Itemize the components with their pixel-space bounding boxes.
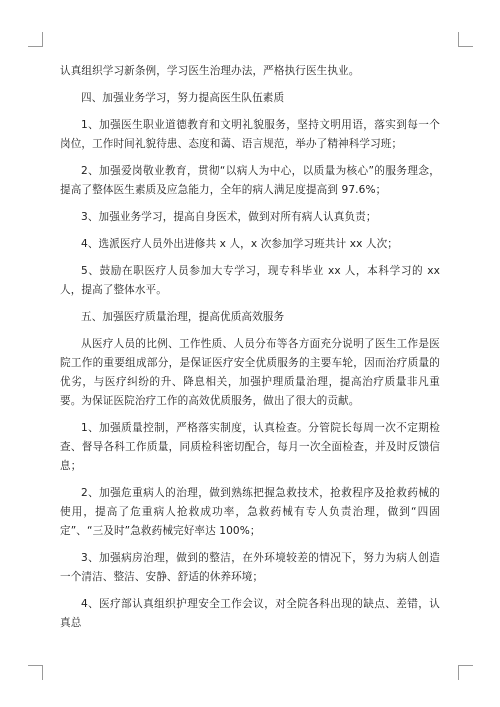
section-heading-4: 四、加强业务学习，努力提高医生队伍素质: [81, 92, 285, 104]
paragraph-item: 4、医疗部认真组织护理安全工作会议，对全院各科出现的缺点、差错，认真总: [60, 598, 440, 629]
paragraph-item: 4、选派医疗人员外出进修共 x 人，x 次参加学习班共计 xx 人次；: [81, 238, 398, 250]
crop-mark-bottom-right: [458, 665, 473, 680]
paragraph-item: 1、加强质量控制，严格落实制度，认真检查。分管院长每周一次不定期检查、督导各科工作质量，同质检科密切配合，每月一次全面检查，并及时反馈信息；: [60, 422, 440, 472]
paragraph-item: 1、加强医生职业道德教育和文明礼貌服务，坚持文明用语，落实到每一个岗位，工作时间礼貌待患、态度和蔼、语言规范，举办了精神科学习班；: [60, 119, 440, 150]
paragraph-item: 2、加强危重病人的治理，做到熟练把握急救技术，抢救程序及抢救药械的使用，提高了危重病人抢救成功率，急救药械有专人负责治理，做到“四固定”、“三及时”急救药械完好率达 100%；: [60, 487, 440, 537]
paragraph-body: 从医疗人员的比例、工作性质、人员分布等各方面充分说明了医生工作是医院工作的重要组成部分，是保证医疗安全优质服务的主要车轮，因而治疗质量的优劣，与医疗纠纷的升、降息相关，加强护理质量治理，提高治疗质量非凡重要。为保证医院治疗工作的高效优质服务，做出了很大的贡献。: [60, 338, 440, 407]
crop-mark-top-left: [28, 32, 43, 47]
section-heading-5: 五、加强医疗质量治理，提高优质高效服务: [81, 311, 285, 323]
document-body: [60, 62, 440, 641]
paragraph-item: 5、鼓励在职医疗人员参加大专学习，现专科毕业 xx 人，本科学习的 xx 人，提高了整体水平。: [60, 265, 440, 296]
paragraph-item: 2、加强爱岗敬业教育，贯彻“以病人为中心，以质量为核心”的服务理念，提高了整体医生素质及应急能力，全年的病人满足度提高到 97.6%；: [60, 165, 440, 196]
crop-mark-top-right: [458, 32, 473, 47]
crop-mark-bottom-left: [28, 665, 43, 680]
paragraph-item: 3、加强业务学习，提高自身医术，做到对所有病人认真负责；: [81, 211, 377, 223]
paragraph-continuation: 认真组织学习新条例，学习医生治理办法，严格执行医生执业。: [60, 65, 360, 77]
paragraph-item: 3、加强病房治理，做到的整洁，在外环境较差的情况下，努力为病人创造一个清洁、整洁、安静、舒适的休养环境；: [60, 552, 440, 583]
